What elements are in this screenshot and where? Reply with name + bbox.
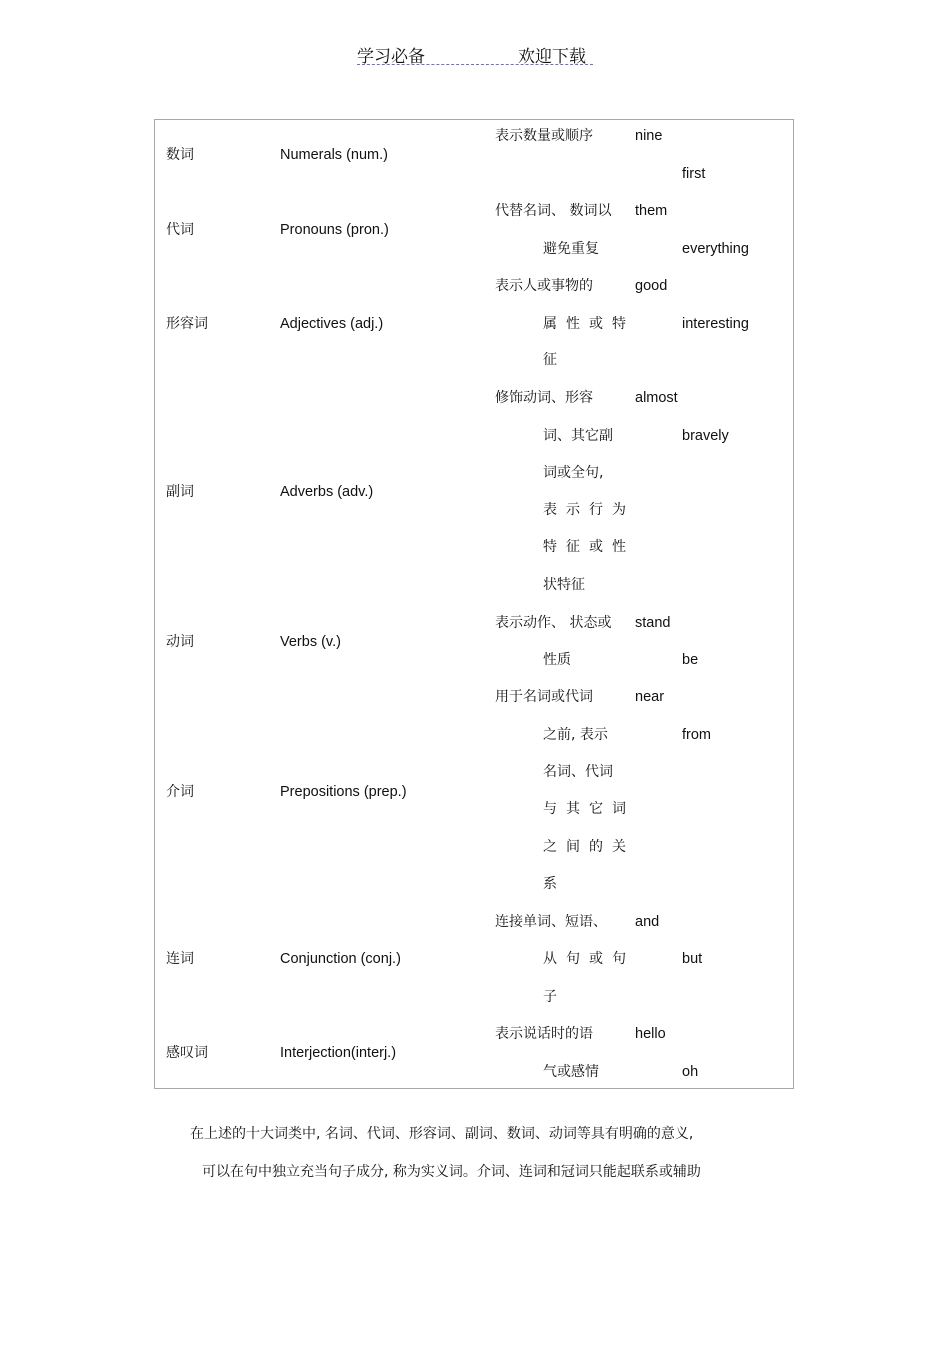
parts-of-speech-table <box>154 119 794 1089</box>
row-3-desc-line-1: 词、其它副 <box>543 428 613 444</box>
row-2-desc-line-2: 征 <box>543 352 557 368</box>
row-6-example-1: but <box>682 951 703 967</box>
row-4-desc-line-0: 表示动作、 状态或 <box>495 615 612 631</box>
row-6-desc-line-1: 从句或句 <box>543 951 635 967</box>
row-5-desc-line-5: 系 <box>543 876 557 892</box>
header-right-text: 欢迎下载 <box>518 47 586 67</box>
row-3-desc-line-5: 状特征 <box>543 577 585 593</box>
row-7-desc-line-0: 表示说话时的语 <box>495 1026 593 1042</box>
row-3-desc-line-0: 修饰动词、形容 <box>495 390 593 406</box>
row-0-example-1: first <box>682 166 706 182</box>
row-5-desc-line-3: 与其它词 <box>543 801 635 817</box>
row-4-example-0: stand <box>635 615 671 631</box>
row-4-english-term: Verbs (v.) <box>280 634 341 650</box>
row-7-example-1: oh <box>682 1064 699 1080</box>
row-3-desc-line-2: 词或全句, <box>543 465 604 481</box>
row-3-chinese-term: 副词 <box>166 484 194 500</box>
row-3-english-term: Adverbs (adv.) <box>280 484 374 500</box>
row-0-english-term: Numerals (num.) <box>280 147 388 163</box>
row-5-example-0: near <box>635 689 665 705</box>
row-1-chinese-term: 代词 <box>166 222 194 238</box>
row-2-desc-line-0: 表示人或事物的 <box>495 278 593 294</box>
row-5-desc-line-0: 用于名词或代词 <box>495 689 593 705</box>
row-7-example-0: hello <box>635 1026 666 1042</box>
row-3-example-1: bravely <box>682 428 729 444</box>
row-2-example-1: interesting <box>682 316 749 332</box>
page-header <box>0 40 950 68</box>
row-7-desc-line-1: 气或感情 <box>543 1064 599 1080</box>
row-5-english-term: Prepositions (prep.) <box>280 784 407 800</box>
row-2-desc-line-1: 属性或特 <box>543 316 635 332</box>
row-1-english-term: Pronouns (pron.) <box>280 222 389 238</box>
row-5-desc-line-4: 之间的关 <box>543 839 635 855</box>
row-0-desc-line-0: 表示数量或顺序 <box>495 128 593 144</box>
row-6-english-term: Conjunction (conj.) <box>280 951 401 967</box>
row-6-example-0: and <box>635 914 660 930</box>
row-1-desc-line-0: 代替名词、 数词以 <box>495 203 612 219</box>
header-left-text: 学习必备 <box>357 47 425 67</box>
row-5-chinese-term: 介词 <box>166 784 194 800</box>
row-3-desc-line-3: 表示行为 <box>543 502 635 518</box>
body-paragraph-line-1: 在上述的十大词类中, 名词、代词、形容词、副词、数词、动词等具有明确的意义, <box>190 1126 694 1142</box>
row-4-desc-line-1: 性质 <box>543 652 571 668</box>
row-4-chinese-term: 动词 <box>166 634 194 650</box>
row-1-example-0: them <box>635 203 668 219</box>
row-4-example-1: be <box>682 652 699 668</box>
row-3-example-0: almost <box>635 390 678 406</box>
row-1-example-1: everything <box>682 241 749 257</box>
row-6-chinese-term: 连词 <box>166 951 194 967</box>
row-6-desc-line-0: 连接单词、短语、 <box>495 914 607 930</box>
row-5-example-1: from <box>682 727 711 743</box>
body-paragraph-line-2: 可以在句中独立充当句子成分, 称为实义词。介词、连词和冠词只能起联系或辅助 <box>202 1164 701 1180</box>
row-7-chinese-term: 感叹词 <box>166 1045 208 1061</box>
row-2-english-term: Adjectives (adj.) <box>280 316 384 332</box>
row-7-english-term: Interjection(interj.) <box>280 1045 397 1061</box>
row-0-chinese-term: 数词 <box>166 147 194 163</box>
row-3-desc-line-4: 特征或性 <box>543 539 635 555</box>
row-2-example-0: good <box>635 278 668 294</box>
row-0-example-0: nine <box>635 128 663 144</box>
row-5-desc-line-1: 之前, 表示 <box>543 727 608 743</box>
header-underline <box>357 64 593 65</box>
row-6-desc-line-2: 子 <box>543 989 557 1005</box>
row-1-desc-line-1: 避免重复 <box>543 241 599 257</box>
row-5-desc-line-2: 名词、代词 <box>543 764 613 780</box>
row-2-chinese-term: 形容词 <box>166 316 208 332</box>
